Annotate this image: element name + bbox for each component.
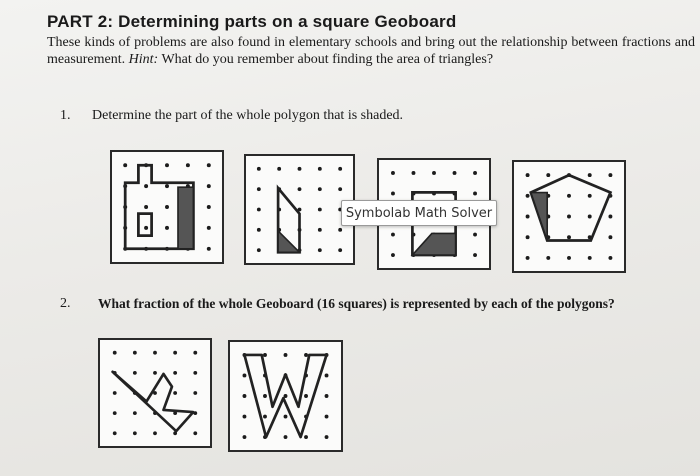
peg <box>263 353 267 357</box>
peg <box>207 184 211 188</box>
peg <box>588 194 592 198</box>
peg <box>193 351 197 355</box>
peg <box>277 167 281 171</box>
peg <box>526 173 530 177</box>
peg <box>263 415 267 419</box>
peg <box>325 374 329 378</box>
question-text: Determine the part of the whole polygon that is shaded. <box>92 108 404 123</box>
peg <box>193 431 197 435</box>
peg <box>608 235 612 239</box>
peg <box>325 435 329 439</box>
peg <box>453 171 457 175</box>
peg <box>567 194 571 198</box>
peg <box>144 226 148 230</box>
symbolab-tooltip[interactable]: Symbolab Math Solver <box>341 200 497 226</box>
peg <box>173 371 177 375</box>
peg <box>133 351 137 355</box>
peg <box>243 435 247 439</box>
peg <box>338 248 342 252</box>
peg <box>257 248 261 252</box>
peg <box>567 235 571 239</box>
peg <box>123 163 127 167</box>
peg <box>133 411 137 415</box>
peg <box>546 256 550 260</box>
peg-grid <box>123 163 211 251</box>
hint-label: Hint: <box>128 52 159 67</box>
peg <box>193 391 197 395</box>
peg <box>567 215 571 219</box>
geoboard-1a <box>110 150 224 264</box>
peg <box>113 411 117 415</box>
peg <box>318 167 322 171</box>
peg <box>304 353 308 357</box>
peg <box>207 226 211 230</box>
peg <box>588 215 592 219</box>
hint-text: What do you remember about finding the area of triangles? <box>161 52 494 67</box>
outline-polygon <box>113 372 194 431</box>
peg <box>257 228 261 232</box>
peg <box>165 184 169 188</box>
question-text: What fraction of the whole Geoboard (16 squares) is represented by each of the polygons? <box>98 296 615 311</box>
peg <box>567 256 571 260</box>
peg <box>207 163 211 167</box>
peg <box>257 208 261 212</box>
peg <box>588 173 592 177</box>
peg <box>608 215 612 219</box>
peg <box>173 351 177 355</box>
peg <box>284 415 288 419</box>
peg <box>338 187 342 191</box>
peg <box>298 187 302 191</box>
peg <box>391 253 395 257</box>
peg <box>391 192 395 196</box>
peg <box>153 351 157 355</box>
peg <box>284 435 288 439</box>
peg <box>193 371 197 375</box>
peg <box>304 394 308 398</box>
peg <box>165 226 169 230</box>
shaded-region <box>178 187 193 249</box>
geoboard-1a-figure <box>112 152 222 262</box>
peg <box>207 205 211 209</box>
geoboard-2a-figure <box>100 340 210 446</box>
peg <box>243 415 247 419</box>
peg <box>473 171 477 175</box>
peg <box>325 394 329 398</box>
peg <box>412 171 416 175</box>
geoboard-2b <box>228 340 343 452</box>
peg <box>473 253 477 257</box>
peg <box>304 435 308 439</box>
page-title: PART 2: Determining parts on a square Geoboard <box>47 12 457 31</box>
peg <box>391 171 395 175</box>
peg <box>473 192 477 196</box>
peg <box>318 248 322 252</box>
geoboard-1d <box>512 160 626 273</box>
peg <box>243 374 247 378</box>
geoboard-1d-figure <box>514 162 624 271</box>
question-number: 1. <box>60 108 71 123</box>
geoboard-2a <box>98 338 212 448</box>
geoboard-1b <box>244 154 355 265</box>
peg <box>257 167 261 171</box>
peg <box>432 171 436 175</box>
shaded-region <box>278 231 299 252</box>
geoboard-1b-figure <box>246 156 353 263</box>
peg <box>338 167 342 171</box>
peg <box>473 233 477 237</box>
peg <box>165 163 169 167</box>
peg <box>588 256 592 260</box>
peg <box>318 187 322 191</box>
peg <box>526 235 530 239</box>
peg <box>144 184 148 188</box>
peg <box>263 394 267 398</box>
peg <box>284 353 288 357</box>
peg <box>113 391 117 395</box>
peg <box>325 415 329 419</box>
peg <box>243 394 247 398</box>
peg <box>153 431 157 435</box>
peg <box>113 431 117 435</box>
peg <box>133 371 137 375</box>
question-number: 2. <box>60 296 71 311</box>
peg <box>257 187 261 191</box>
peg <box>165 205 169 209</box>
peg <box>526 194 530 198</box>
shaded-region <box>412 233 455 255</box>
peg <box>391 233 395 237</box>
shaded-region <box>531 193 547 241</box>
geoboard-2b-figure <box>230 342 341 450</box>
peg <box>186 163 190 167</box>
peg <box>318 208 322 212</box>
peg <box>608 173 612 177</box>
peg <box>113 351 117 355</box>
peg <box>207 247 211 251</box>
intro-text: These kinds of problems are also found in elementary schools and bring out the relationship between fractions and measurement. <box>47 35 695 67</box>
peg <box>298 167 302 171</box>
peg <box>526 256 530 260</box>
peg <box>144 205 148 209</box>
peg <box>526 215 530 219</box>
peg <box>608 256 612 260</box>
intro-paragraph <box>47 34 695 68</box>
peg <box>338 228 342 232</box>
peg <box>546 173 550 177</box>
peg <box>133 431 137 435</box>
peg <box>153 371 157 375</box>
peg <box>173 391 177 395</box>
peg <box>318 228 322 232</box>
